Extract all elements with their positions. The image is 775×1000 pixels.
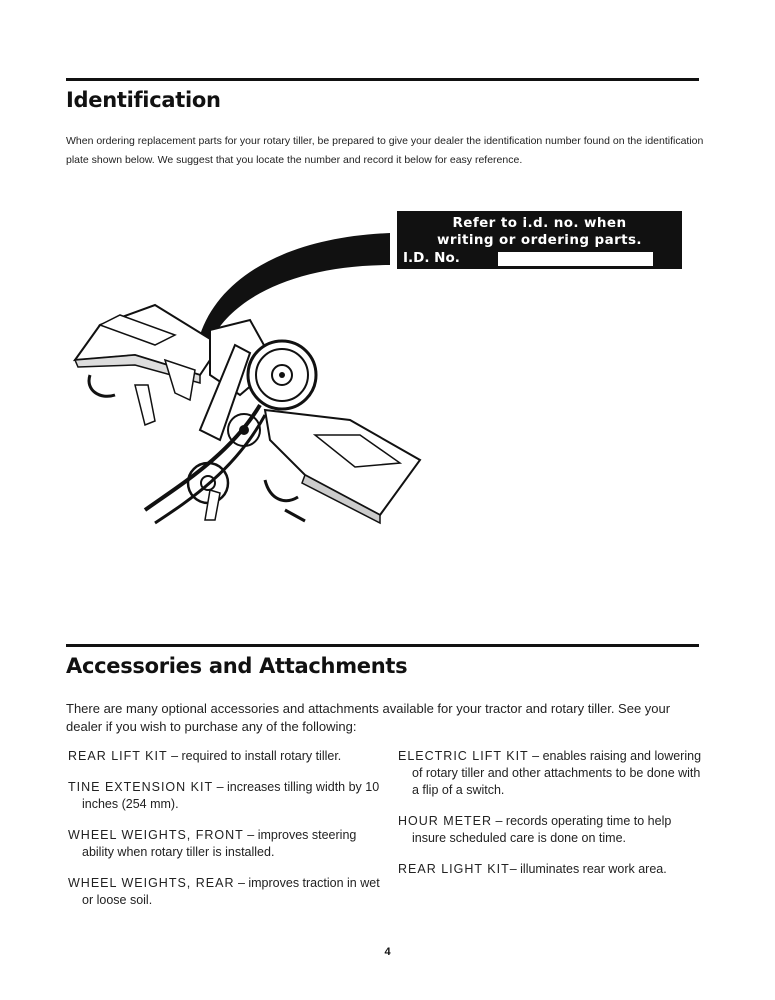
- accessories-left-column: [68, 748, 383, 923]
- item-name: REAR LIGHT KIT: [398, 862, 510, 876]
- item-name: HOUR METER: [398, 814, 493, 828]
- item-description: – records operating time to help insure scheduled care is done on time.: [412, 814, 672, 845]
- identification-intro: When ordering replacement parts for your rotary tiller, be prepared to give your dealer the identification number found on the identification plate shown below. We suggest that you locate the number and record it below for easy reference.: [66, 135, 704, 166]
- item-description: – illuminates rear work area.: [509, 862, 667, 876]
- plate-line-1: Refer to i.d. no. when: [452, 215, 627, 231]
- accessories-right-column: [398, 748, 708, 892]
- identification-heading: Identification: [66, 88, 221, 112]
- item-description: – required to install rotary tiller.: [167, 749, 342, 763]
- list-item: [68, 827, 383, 861]
- identification-plate: [397, 211, 682, 269]
- section-rule: [66, 644, 699, 647]
- plate-line-2: writing or ordering parts.: [437, 232, 642, 248]
- top-rule: [66, 78, 699, 81]
- list-item: [68, 779, 383, 813]
- plate-id-label: I.D. No.: [403, 250, 460, 266]
- item-description: – enables raising and lowering of rotary tiller and other attachments to be done with a flip of a switch.: [412, 749, 702, 797]
- list-item: [398, 813, 708, 847]
- item-name: WHEEL WEIGHTS, FRONT: [68, 828, 244, 842]
- item-description: – improves steering ability when rotary tiller is installed.: [82, 828, 357, 859]
- id-number-field[interactable]: [498, 252, 653, 266]
- list-item: [68, 875, 383, 909]
- item-name: TINE EXTENSION KIT: [68, 780, 214, 794]
- accessories-heading: Accessories and Attachments: [66, 654, 408, 678]
- page-number: 4: [384, 946, 391, 958]
- item-name: ELECTRIC LIFT KIT: [398, 749, 529, 763]
- item-description: – increases tilling width by 10 inches (254 mm).: [82, 780, 380, 811]
- item-name: WHEEL WEIGHTS, REAR: [68, 876, 235, 890]
- list-item: [398, 861, 708, 878]
- rotary-tiller-illustration: [60, 225, 430, 535]
- list-item: [68, 748, 383, 765]
- list-item: [398, 748, 708, 799]
- item-name: REAR LIFT KIT: [68, 749, 168, 763]
- item-description: – improves traction in wet or loose soil.: [82, 876, 380, 907]
- accessories-intro: There are many optional accessories and attachments available for your tractor and rotary tiller. See your dealer if you wish to purchase any of the following:: [66, 701, 671, 734]
